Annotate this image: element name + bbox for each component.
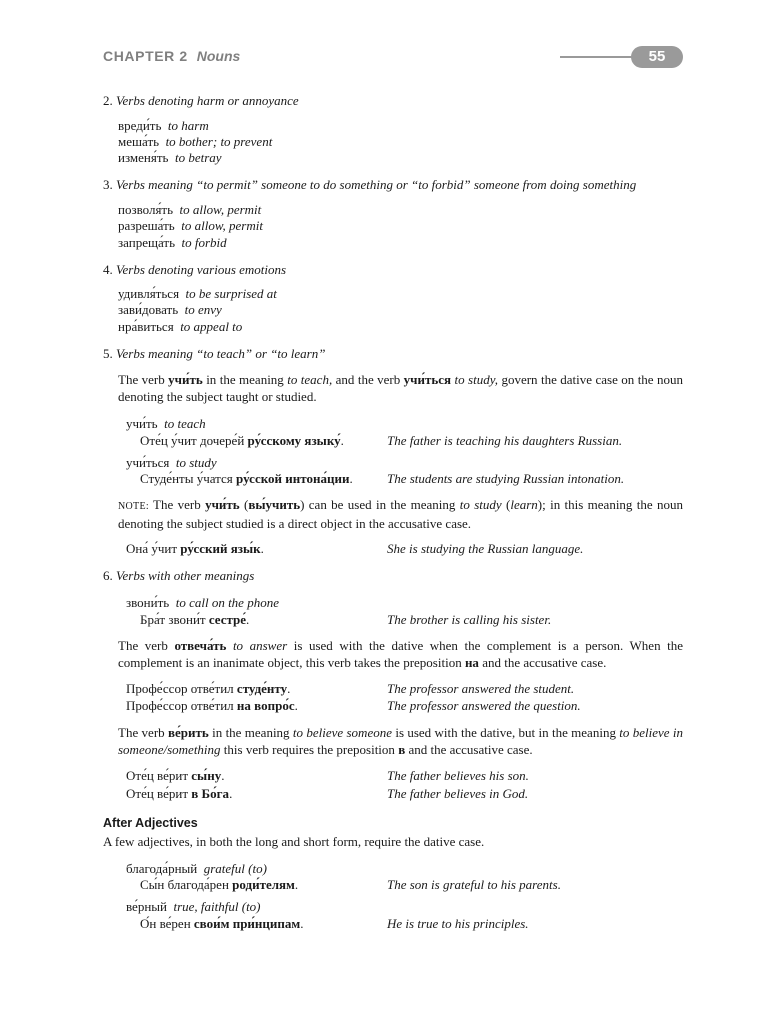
vocab-item: учи́ться to study [126, 455, 217, 470]
example-russian: Студе́нты у́чатся ру́сской интона́ции. [140, 471, 353, 486]
vocab-item: запреща́ть to forbid [118, 235, 227, 250]
adjectives-intro: A few adjectives, in both the long and short form, require the dative case. [103, 834, 485, 849]
section-6-heading: 6. Verbs with other meanings [103, 568, 255, 583]
header-rule [560, 56, 640, 58]
note-paragraph: NOTE: The verb учи́ть (вы́учить) can be used in the meaning to study (learn); in this meaning the noun denoting the subject studied is a direct object in the accusative case. [118, 497, 683, 531]
paragraph-teach-learn: The verb учи́ть in the meaning to teach, and the verb учи́ться to study, govern the dative case on the noun denoting the subject taught or studied. [118, 372, 684, 404]
chapter-label: CHAPTER 2 [103, 48, 188, 64]
example-translation: The father believes his son. [387, 768, 529, 783]
vocab-item: удивля́ться to be surprised at [118, 286, 277, 301]
example-translation: The father believes in God. [387, 786, 529, 801]
example-russian: Бра́т звони́т сестре́. [140, 612, 250, 627]
example-russian: Оте́ц у́чит дочере́й ру́сскому языку́. [140, 433, 344, 448]
vocab-item: зави́довать to envy [118, 302, 222, 317]
example-translation: The professor answered the question. [387, 698, 581, 713]
chapter-subtitle: Nouns [196, 48, 241, 64]
section-4-heading: 4. Verbs denoting various emotions [103, 262, 287, 277]
vocab-item: меша́ть to bother; to prevent [118, 134, 273, 149]
example-russian: Оте́ц ве́рит сы́ну. [126, 768, 225, 783]
vocab-item: нра́виться to appeal to [118, 319, 243, 334]
paragraph-answer: The verb отвеча́ть to answer is used with the dative when the complement is a person. When the complement is an inanimate object, this verb takes the preposition на and the accusative case. [118, 638, 684, 670]
example-russian: Профе́ссор отве́тил на вопро́с. [126, 698, 298, 713]
example-russian: Профе́ссор отве́тил студе́нту. [126, 681, 291, 696]
example-translation: The son is grateful to his parents. [387, 877, 561, 892]
vocab-item: изменя́ть to betray [118, 150, 222, 165]
example-translation: The students are studying Russian intonation. [387, 471, 625, 486]
example-translation: The brother is calling his sister. [387, 612, 552, 627]
page-number: 55 [631, 46, 683, 68]
vocab-item: звони́ть to call on the phone [126, 595, 279, 610]
example-russian: О́н ве́рен свои́м при́нципам. [140, 916, 304, 931]
section-2-heading: 2. Verbs denoting harm or annoyance [103, 93, 299, 108]
vocab-item: вреди́ть to harm [118, 118, 209, 133]
example-translation: He is true to his principles. [387, 916, 529, 931]
subsection-heading: After Adjectives [103, 816, 198, 830]
vocab-item: позволя́ть to allow, permit [118, 202, 262, 217]
vocab-item: ве́рный true, faithful (to) [126, 899, 261, 914]
example-russian: Сы́н благода́рен роди́телям. [140, 877, 299, 892]
vocab-item: учи́ть to teach [126, 416, 206, 431]
running-header [103, 48, 240, 64]
paragraph-believe: The verb ве́рить in the meaning to believe someone is used with the dative, but in the meaning to believe in someone/something this verb requires the preposition в and the accusative case. [118, 725, 684, 757]
section-5-heading: 5. Verbs meaning “to teach” or “to learn” [103, 346, 326, 361]
example-translation: She is studying the Russian language. [387, 541, 584, 556]
vocab-item: разреша́ть to allow, permit [118, 218, 263, 233]
example-russian: Она́ у́чит ру́сский язы́к. [126, 541, 264, 556]
example-translation: The professor answered the student. [387, 681, 575, 696]
example-russian: Оте́ц ве́рит в Бо́га. [126, 786, 233, 801]
example-translation: The father is teaching his daughters Russian. [387, 433, 623, 448]
section-3-heading: 3. Verbs meaning “to permit” someone to do something or “to forbid” someone from doing something [103, 177, 637, 192]
vocab-item: благода́рный grateful (to) [126, 861, 267, 876]
